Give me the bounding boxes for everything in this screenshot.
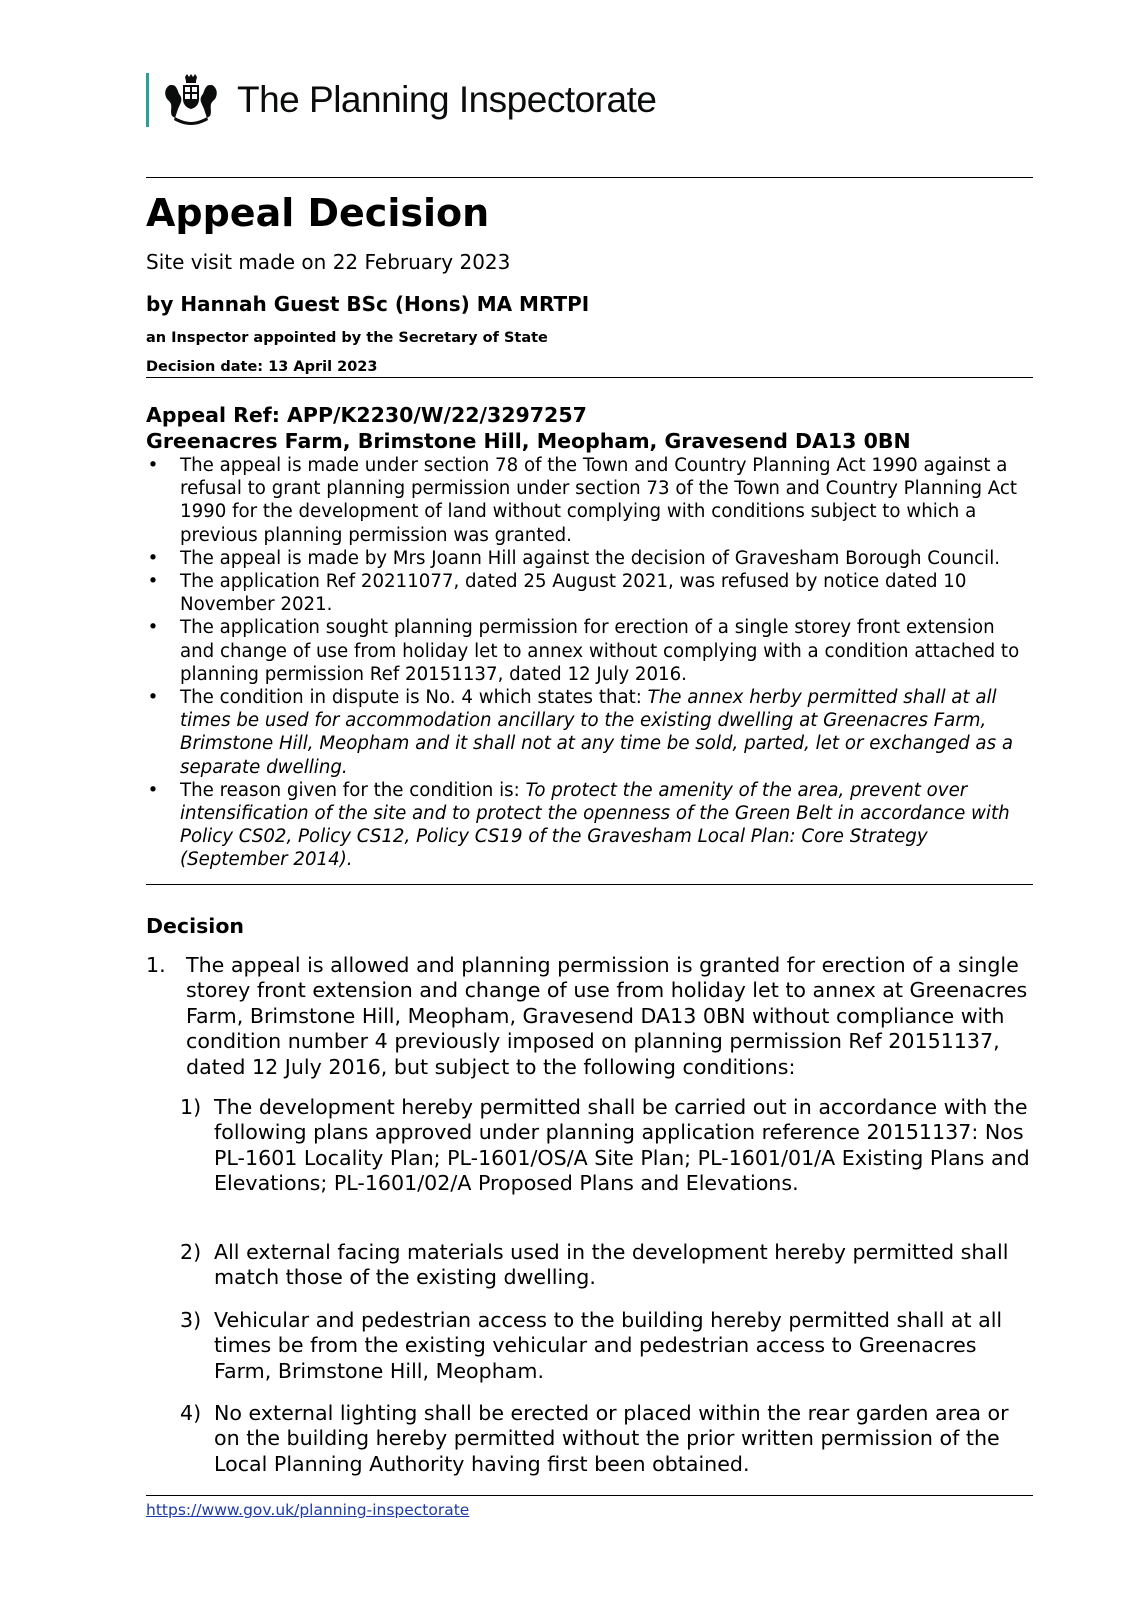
list-item xyxy=(146,686,1032,779)
inspectorate-website-link[interactable]: https://www.gov.uk/planning-inspectorate xyxy=(146,1501,470,1519)
inspectorate-logo xyxy=(146,73,656,127)
condition-item xyxy=(180,1401,1036,1477)
condition-quote: The annex herby permitted shall at all times be used for accommodation ancillary to the existing dwelling at Greenacres Farm, Brimstone Hill, Meopham and it shall not at any time be sold, parted, let or exchanged as a separate dwelling. xyxy=(180,687,1013,778)
header-divider xyxy=(146,177,1033,178)
details-divider xyxy=(146,377,1033,378)
condition-text: The development hereby permitted shall be carried out in accordance with the following plans approved under planning application reference 20151137: Nos PL-1601 Locality Plan; PL-1601/OS/A Site Plan; PL-1601/01/A Existing Plans and Elevations; PL-1601/02/A Proposed Plans and Elevations. xyxy=(214,1095,1030,1196)
appeal-summary-list xyxy=(146,454,1032,872)
condition-text: All external facing materials used in the development hereby permitted shall match those of the existing dwelling. xyxy=(214,1240,1009,1290)
appeal-site-address: Greenacres Farm, Brimstone Hill, Meopham, Gravesend DA13 0BN xyxy=(146,429,911,453)
summary-divider xyxy=(146,884,1033,885)
appeal-reference: Appeal Ref: APP/K2230/W/22/3297257 xyxy=(146,403,587,427)
site-visit-date: Site visit made on 22 February 2023 xyxy=(146,250,511,274)
condition-item xyxy=(180,1240,1036,1291)
condition-item xyxy=(180,1095,1036,1197)
bullet-icon: • xyxy=(147,547,159,569)
reason-intro: The reason given for the condition is: xyxy=(180,779,526,801)
condition-number: 4) xyxy=(180,1401,202,1425)
bullet-icon: • xyxy=(147,617,159,639)
inspector-byline: by Hannah Guest BSc (Hons) MA MRTPI xyxy=(146,292,590,316)
bullet-icon: • xyxy=(147,687,159,709)
list-item: • The appeal is made under section 78 of the Town and Country Planning Act 1990 against a refusal to grant planning permission under section 73 of the Town and Country Planning Act 1990 for the development of land without complying with conditions subject to which a previous planning permission was granted. xyxy=(147,455,1018,546)
condition-text: No external lighting shall be erected or placed within the rear garden area or on the building hereby permitted without the prior written permission of the Local Planning Authority having first been obtained. xyxy=(214,1401,1009,1476)
decision-date: Decision date: 13 April 2023 xyxy=(146,359,378,375)
bullet-icon: • xyxy=(147,779,159,801)
royal-crest-icon xyxy=(161,73,221,127)
condition-number: 1) xyxy=(180,1095,202,1119)
list-item: • The application Ref 20211077, dated 25 August 2021, was refused by notice dated 10 November 2021. xyxy=(147,571,967,616)
bullet-icon: • xyxy=(147,455,159,476)
paragraph-number: 1. xyxy=(146,953,166,977)
reason-quote: To protect the amenity of the area, prevent over intensification of the site and to protect the openness of the Green Belt in accordance with Policy CS02, Policy CS12, Policy CS19 of the Gravesham Local Plan: Core Strategy (September 2014). xyxy=(180,779,1010,871)
list-item: • The application sought planning permission for erection of a single storey front extension and change of use from holiday let to annex without complying with a condition attached to planning permission Ref 20151137, dated 12 July 2016. xyxy=(147,617,1020,685)
list-item xyxy=(146,779,1032,872)
condition-item xyxy=(180,1308,1036,1384)
list-item: • The appeal is made by Mrs Joann Hill against the decision of Gravesham Borough Council. xyxy=(147,547,1001,569)
page-title: Appeal Decision xyxy=(146,191,490,235)
bullet-icon: • xyxy=(147,571,159,593)
inspector-appointment: an Inspector appointed by the Secretary of State xyxy=(146,330,548,346)
paragraph-text: The appeal is allowed and planning permission is granted for erection of a single storey front extension and change of use from holiday let to annex at Greenacres Farm, Brimstone Hill, Meopham, Gravesend DA13 0BN without compliance with condition number 4 previously imposed on planning permission Ref 20151137, dated 12 July 2016, but subject to the following conditions: xyxy=(186,953,1028,1079)
decision-heading: Decision xyxy=(146,914,245,938)
condition-number: 3) xyxy=(180,1308,202,1332)
condition-number: 2) xyxy=(180,1240,202,1264)
footer-divider xyxy=(146,1495,1033,1496)
condition-text: Vehicular and pedestrian access to the building hereby permitted shall at all times be from the existing vehicular and pedestrian access to Greenacres Farm, Brimstone Hill, Meopham. xyxy=(214,1308,1003,1383)
brand-bar xyxy=(146,73,149,127)
condition-intro: The condition in dispute is No. 4 which states that: xyxy=(180,687,648,709)
organisation-name: The Planning Inspectorate xyxy=(237,79,657,120)
decision-paragraph xyxy=(146,953,1036,1080)
